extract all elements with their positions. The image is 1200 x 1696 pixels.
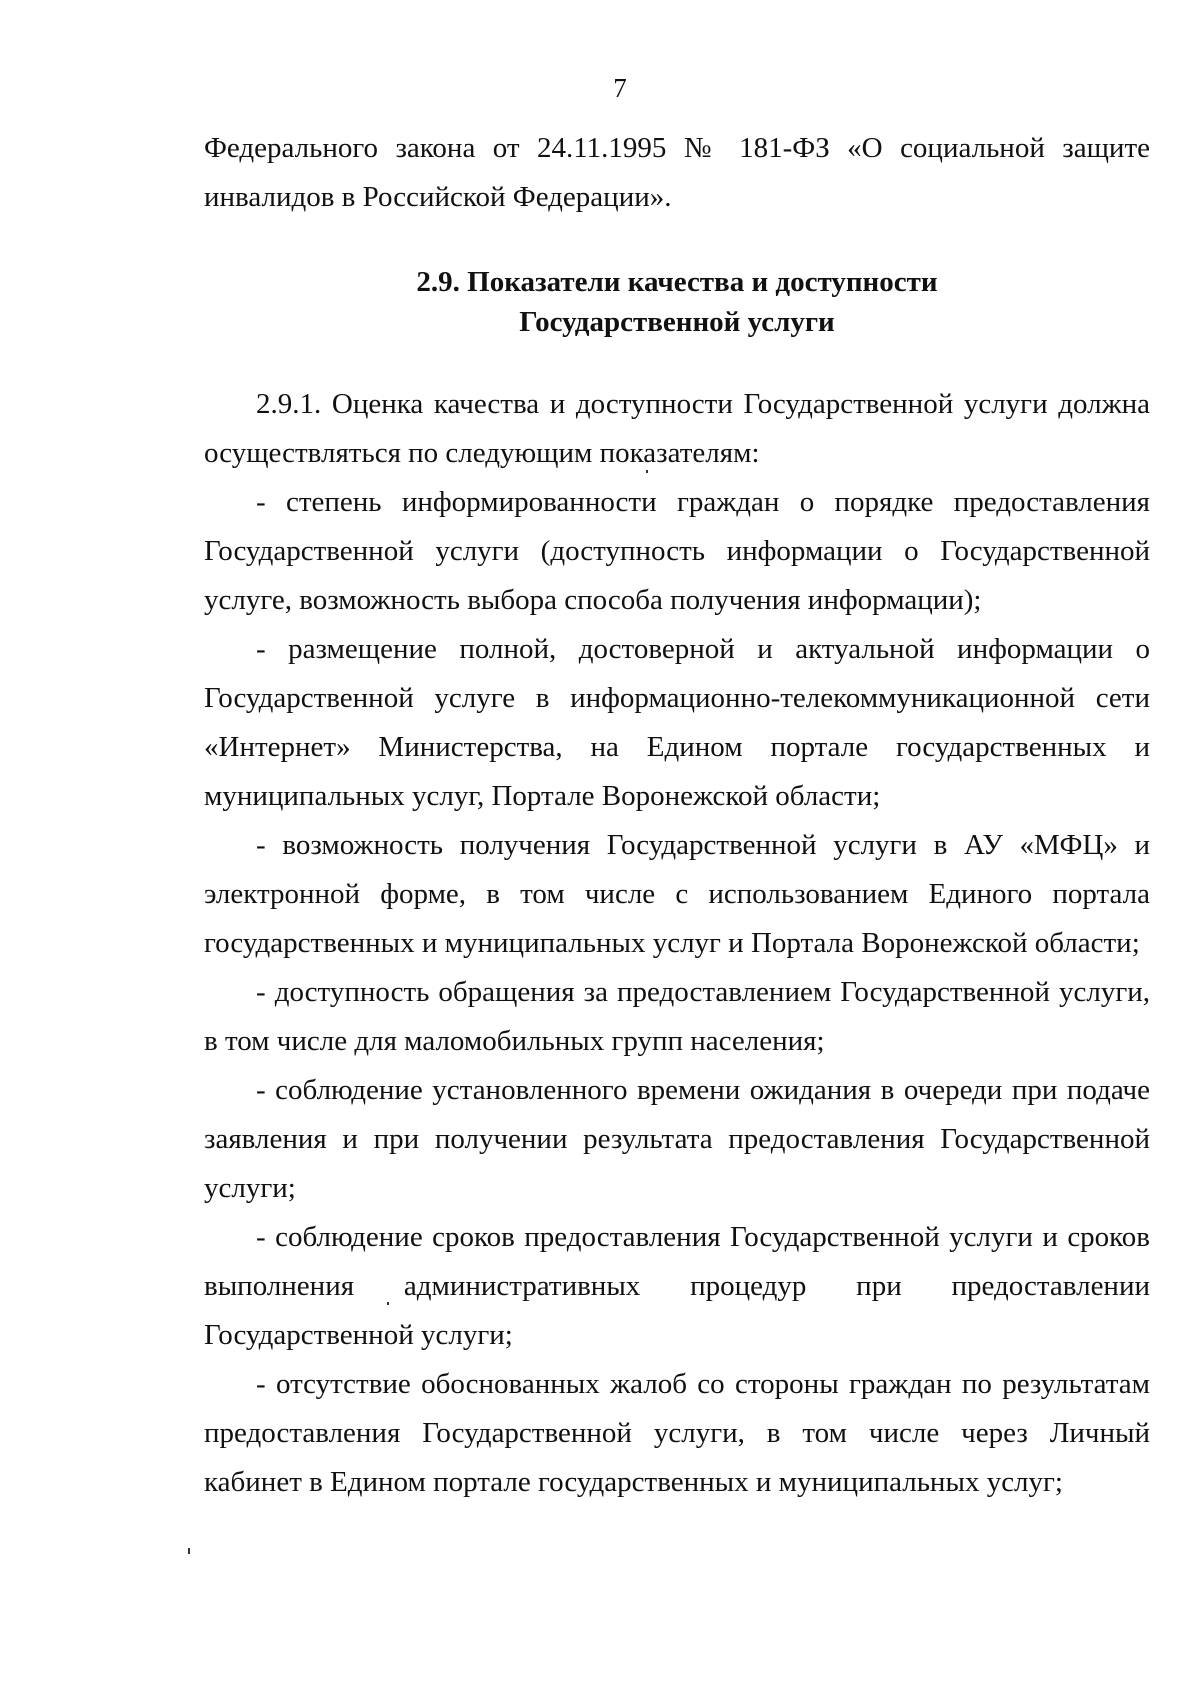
list-item: - размещение полной, достоверной и актуальной информации о Государственной услуге в информационно-телекоммуникационной сети «Интернет» Министерства, на Едином портале государственных и муниципальных услуг, Портале Воронежской области; <box>204 633 1150 812</box>
list-item: - доступность обращения за предоставлением Государственной услуги, в том числе для маломобильных групп населения; <box>204 976 1150 1057</box>
scan-speck <box>188 1548 190 1554</box>
list-item: - соблюдение установленного времени ожидания в очереди при подаче заявления и при получении результата предоставления Государственной услуги; <box>204 1074 1150 1204</box>
intro-paragraph: Федерального закона от 24.11.1995 № 181-ФЗ «О социальной защите инвалидов в Российской Федерации». <box>204 132 1150 213</box>
list-item: - возможность получения Государственной услуги в АУ «МФЦ» и электронной форме, в том числе с использованием Единого портала государственных и муниципальных услуг и Портала Воронежской области; <box>204 829 1150 959</box>
list-item: - степень информированности граждан о порядке предоставления Государственной услуги (доступность информации о Государственной услуге, возможность выбора способа получения информации); <box>204 486 1150 616</box>
document-body <box>204 124 1150 1507</box>
section-heading-line-1: 2.9. Показатели качества и доступности <box>416 266 938 298</box>
list-item: - отсутствие обоснованных жалоб со стороны граждан по результатам предоставления Государственной услуги, в том числе через Личный кабинет в Едином портале государственных и муниципальных услуг; <box>204 1368 1150 1498</box>
list-item: - соблюдение сроков предоставления Государственной услуги и сроков выполнения административных процедур при предоставлении Государственной услуги; <box>204 1221 1150 1351</box>
scan-speck <box>646 470 648 473</box>
section-heading <box>204 262 1150 342</box>
section-heading-line-2: Государственной услуги <box>519 306 835 338</box>
lead-paragraph: 2.9.1. Оценка качества и доступности Государственной услуги должна осуществляться по следующим показателям: <box>204 388 1150 469</box>
page-number: 7 <box>613 73 627 103</box>
scan-speck <box>387 1302 389 1305</box>
